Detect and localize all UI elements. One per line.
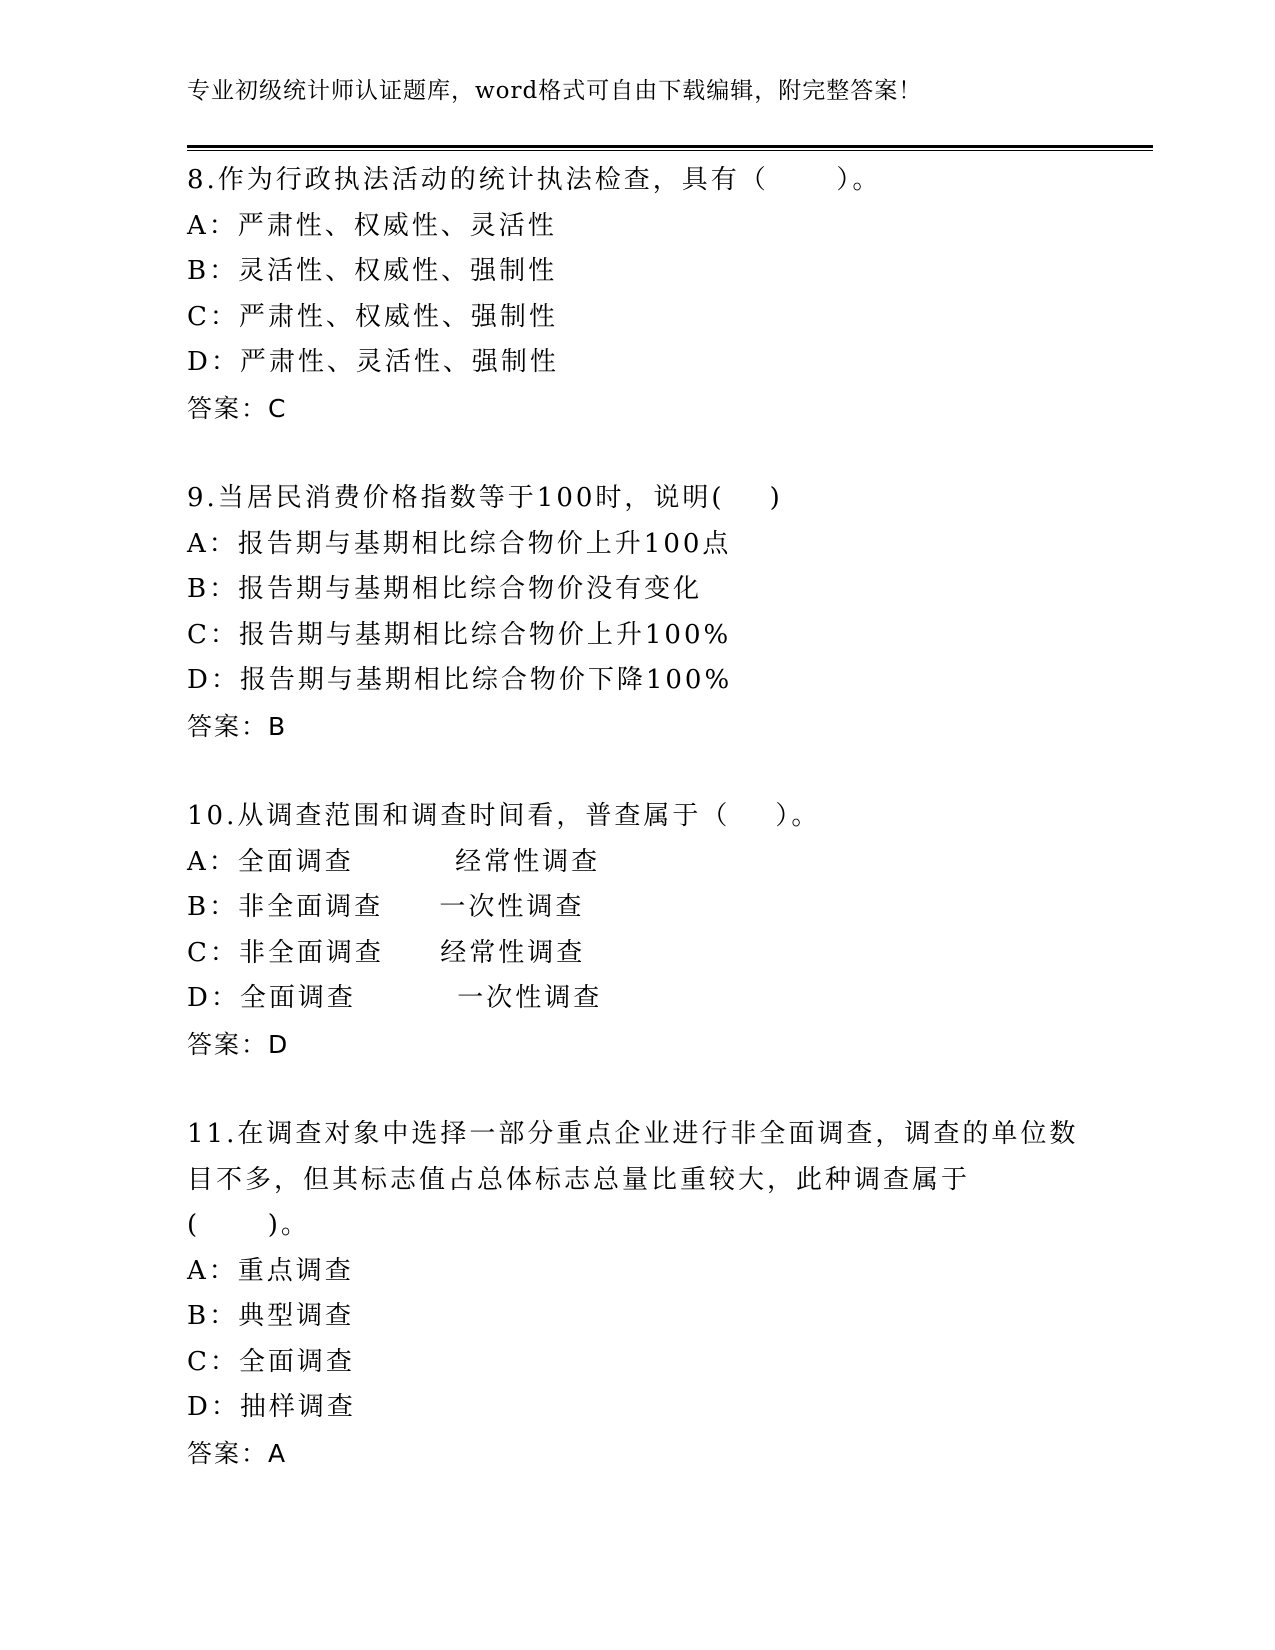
option-a: A：严肃性、权威性、灵活性	[187, 210, 557, 241]
option-c: C：非全面调查 经常性调查	[187, 937, 586, 968]
answer-line: 答案：B	[187, 711, 288, 741]
option-a: A：重点调查	[187, 1255, 354, 1286]
option-d: D：严肃性、灵活性、强制性	[187, 347, 559, 377]
option-c: C：全面调查	[187, 1346, 355, 1377]
answer-line: 答案：C	[187, 393, 288, 423]
question-9	[187, 476, 1107, 749]
question-stem-line-3: ( )。	[187, 1210, 310, 1240]
question-stem: 10.从调查范围和调查时间看，普查属于（ ）。	[187, 801, 821, 831]
page-header-text: 专业初级统计师认证题库，word格式可自由下载编辑，附完整答案！	[187, 78, 923, 104]
option-a: A：报告期与基期相比综合物价上升100点	[187, 528, 732, 559]
option-b: B：报告期与基期相比综合物价没有变化	[187, 574, 703, 604]
question-11	[187, 1112, 1107, 1476]
question-8	[187, 158, 1107, 431]
question-stem: 8.作为行政执法活动的统计执法检查，具有（ ）。	[187, 165, 882, 195]
question-10	[187, 794, 1107, 1067]
option-c: C：报告期与基期相比综合物价上升100%	[187, 619, 732, 650]
question-stem: 9.当居民消费价格指数等于100时，说明( )	[187, 483, 783, 513]
option-a: A：全面调查 经常性调查	[187, 846, 601, 877]
question-list	[187, 158, 1107, 1521]
option-b: B：灵活性、权威性、强制性	[187, 256, 558, 286]
option-d: D：报告期与基期相比综合物价下降100%	[187, 665, 733, 695]
question-stem-line-2: 目不多，但其标志值占总体标志总量比重较大，此种调查属于	[187, 1164, 971, 1195]
option-b: B：非全面调查 一次性调查	[187, 892, 585, 922]
option-c: C：严肃性、权威性、强制性	[187, 301, 558, 332]
question-stem-line-1: 11.在调查对象中选择一部分重点企业进行非全面调查，调查的单位数	[187, 1119, 1079, 1149]
answer-line: 答案：D	[187, 1029, 290, 1059]
header-divider-thin	[187, 150, 1153, 151]
answer-line: 答案：A	[187, 1438, 288, 1468]
header-divider-thick	[187, 145, 1153, 148]
option-b: B：典型调查	[187, 1301, 355, 1331]
option-d: D：全面调查 一次性调查	[187, 983, 603, 1013]
option-d: D：抽样调查	[187, 1392, 356, 1422]
